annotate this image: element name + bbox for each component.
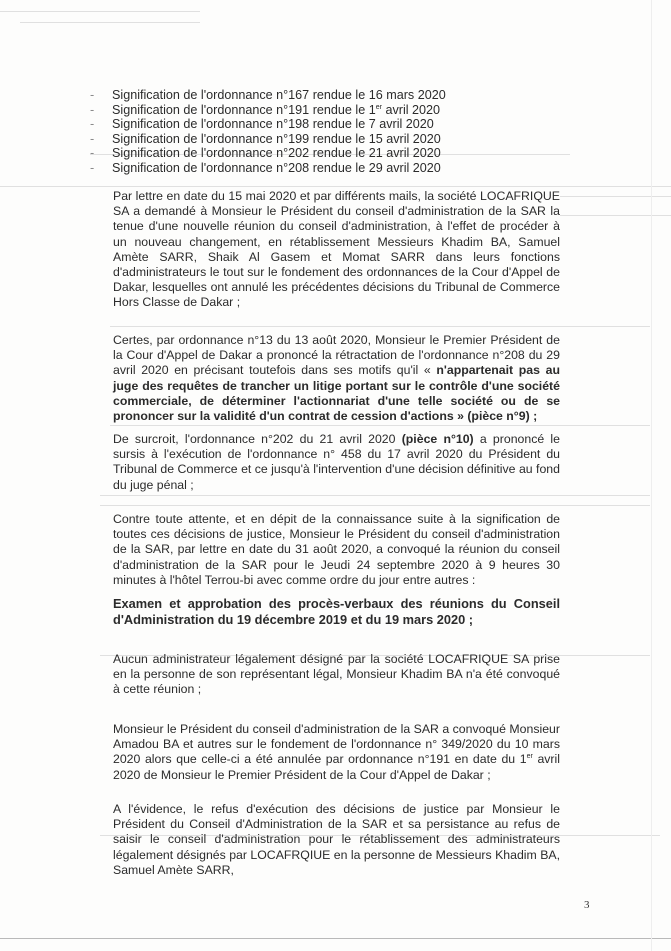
paragraph-convocation: Contre toute attente, et en dépit de la connaissance suite à la signification de toutes ces décisions de justice, Monsieur le Président du conseil d'administration de la SAR, par lettre en date du 31 août 2020, a convoqué la réunion du conseil d'administration de la SAR pour le Jeudi 24 septembre 2020 à 9 heures 30 minutes à l'hôtel Terrou-bi avec comme ordre du jour entre autres :	[113, 512, 560, 587]
superscript: er	[526, 753, 533, 761]
list-item	[90, 103, 560, 118]
paragraph-locafrique-request: Par lettre en date du 15 mai 2020 et par différents mails, la société LOCAFRIQUE SA a demandé à Monsieur le Président du conseil d'administration de la SAR la tenue d'une nouvelle réunion du conseil d'administration, à l'effet de procéder à un nouveau changement, en rétablissement Messieurs Khadim BA, Samuel Amète SARR, Shaik Al Gasem et Momat SARR dans leurs fonctions d'administrateurs le tout sur le fondement des ordonnances de la Cour d'Appel de Dakar, lesquelles ont annulé les précédentes décisions du Tribunal de Commerce Hors Classe de Dakar ;	[113, 189, 560, 310]
paragraph-no-convocation: Aucun administrateur légalement désigné par la société LOCAFRIQUE SA prise en la personne de son représentant légal, Monsieur Khadim BA n'a été convoqué à cette réunion ;	[113, 652, 560, 697]
list-item-text: Signification de l'ordonnance n°202 rendue le 21 avril 2020	[112, 146, 441, 161]
page-right-edge	[651, 0, 652, 951]
list-dash: -	[90, 146, 95, 161]
paragraph-text: avril 2020 de Monsieur le Premier Président de la Cour d'Appel de Dakar ;	[113, 752, 560, 782]
agenda-item: Examen et approbation des procès-verbaux des réunions du Conseil d'Administration du 19 décembre 2019 et du 19 mars 2020 ;	[113, 596, 560, 627]
paragraph-text: Certes, par ordonnance n°13 du 13 août 2020, Monsieur le Premier Président de la Cour d'Appel de Dakar a prononcé la rétractation de l'ordonnance n°208 du 29 avril 2020 en précisant toutefois dans ses motifs qu'il «	[113, 333, 560, 378]
scan-artifact-line	[0, 11, 200, 12]
list-dash: -	[90, 88, 95, 102]
list-dash: -	[90, 117, 95, 132]
list-item	[90, 117, 560, 132]
scan-artifact-line	[20, 22, 200, 23]
list-item	[90, 88, 560, 103]
quoted-motif: n'appartenait pas au juge des requêtes de trancher un litige portant sur le contrôle d'une société commerciale, de déterminer l'actionnariat d'une telle société ou de se prononcer sur la validité d'un contrat de cession d'actions » (pièce n°9) ;	[113, 363, 560, 424]
piece-reference: (pièce n°10)	[401, 432, 474, 446]
list-item-text-part: Signification de l'ordonnance n°191 rendue le 1	[112, 102, 376, 117]
scan-artifact-line	[100, 495, 650, 496]
paragraph-text: De surcroit, l'ordonnance n°202 du 21 avril 2020	[113, 432, 402, 446]
paragraph-text: a prononcé le sursis à l'exécution de l'ordonnance n° 458 du 17 avril 2020 du Président du Tribunal de Commerce et ce jusqu'à l'intervention d'une décision définitive au fond du juge pénal ;	[113, 432, 560, 492]
list-item	[90, 146, 560, 161]
page-number: 3	[584, 899, 590, 911]
paragraph-text: Monsieur le Président du conseil d'administration de la SAR a convoqué Monsieur Amadou BA et autres sur le fondement de l'ordonnance n° 349/2020 du 10 mars 2020 alors que celle-ci a été annulée par ordonnance n°191 en date du 1	[113, 722, 560, 767]
paragraph-amadou-ba	[113, 722, 560, 783]
list-item-text: Signification de l'ordonnance n°208 rendue le 29 avril 2020	[112, 160, 441, 175]
scan-artifact-line	[560, 215, 671, 216]
list-item-text: Signification de l'ordonnance n°167 rendue le 16 mars 2020	[112, 88, 446, 102]
paragraph-refus-execution: A l'évidence, le refus d'exécution des décisions de justice par Monsieur le Président du Conseil d'Administration de la SAR et sa persistance au refus de saisir le conseil d'administration pour le rétablissement des administrateurs légalement désignés par LOCAFRQIUE en la personne de Messieurs Khadim BA, Samuel Amète SARR,	[113, 802, 561, 877]
scan-artifact-line	[110, 326, 650, 327]
scan-artifact-line	[0, 186, 671, 187]
list-dash: -	[90, 160, 95, 175]
list-item-text-part: avril 2020	[381, 102, 441, 117]
scan-artifact-line	[110, 425, 650, 426]
scan-artifact-line	[100, 505, 650, 506]
list-item	[90, 132, 560, 147]
paragraph-ordonnance-13	[113, 333, 560, 424]
list-item-text: Signification de l'ordonnance n°198 rendue le 7 avril 2020	[112, 117, 434, 132]
list-item	[90, 161, 560, 176]
list-dash: -	[90, 131, 95, 146]
list-item-text: Signification de l'ordonnance n°199 rendue le 15 avril 2020	[112, 131, 441, 146]
list-item-text	[112, 103, 440, 118]
signification-list	[90, 88, 560, 176]
superscript: er	[375, 103, 382, 111]
page-bottom-edge	[0, 938, 671, 939]
list-dash: -	[90, 102, 95, 117]
scan-artifact-line	[560, 196, 671, 197]
paragraph-ordonnance-202	[113, 432, 560, 493]
